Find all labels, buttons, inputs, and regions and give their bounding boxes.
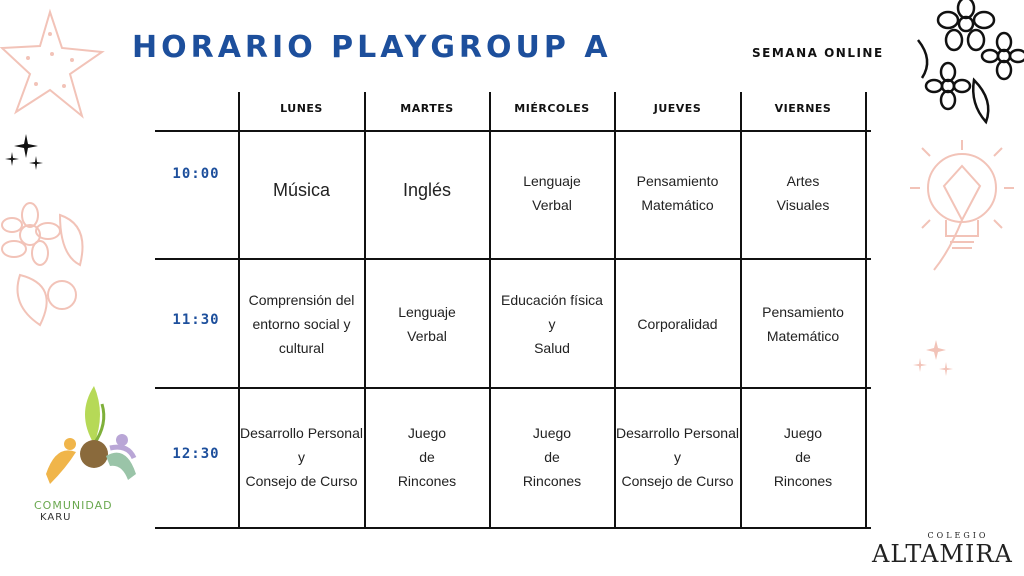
karu-logo-line2: KARU: [40, 512, 72, 523]
schedule-cell: Educación física y Salud: [501, 292, 603, 356]
schedule-cell: Comprensión del entorno social y cultural: [248, 292, 355, 356]
lightbulb-kite-decoration: [900, 130, 1024, 280]
schedule-cell: Pensamiento Matemático: [762, 304, 844, 344]
schedule-cell: Lenguaje Verbal: [398, 304, 456, 344]
time-slot: 12:30: [172, 446, 220, 462]
schedule-cell: Juego de Rincones: [773, 425, 833, 489]
day-header-jueves: JUEVES: [653, 102, 702, 115]
page-subtitle: SEMANA ONLINE: [752, 46, 884, 60]
schedule-table: [155, 92, 871, 528]
black-flowers-decoration: [914, 0, 1024, 125]
schedule-cell: Lenguaje Verbal: [523, 173, 581, 213]
day-header-martes: MARTES: [400, 102, 454, 115]
grid-line: [865, 92, 867, 528]
schedule-cell: Música: [272, 180, 330, 200]
sparkle-icon: [2, 130, 48, 176]
schedule-cell: Corporalidad: [637, 316, 718, 332]
day-header-viernes: VIERNES: [774, 102, 832, 115]
schedule-cell: Juego de Rincones: [522, 425, 582, 489]
schedule-cell: Artes Visuales: [776, 173, 830, 213]
karu-logo-line1: COMUNIDAD: [34, 499, 113, 512]
schedule-cell: Inglés: [402, 180, 452, 200]
pink-sparkle-icon: [908, 338, 958, 382]
flowers-decoration: [0, 195, 100, 335]
schedule-cell: Desarrollo Personal y Consejo de Curso: [240, 425, 363, 489]
schedule-cell: Desarrollo Personal y Consejo de Curso: [616, 425, 739, 489]
starfish-decoration: [0, 4, 110, 124]
grid-line: [155, 527, 871, 529]
schedule-cell: Pensamiento Matemático: [636, 173, 719, 213]
day-header-lunes: LUNES: [280, 102, 323, 115]
karu-logo: [36, 384, 146, 494]
page-title: HORARIO PLAYGROUP A: [132, 30, 612, 65]
day-header-miercoles: MIÉRCOLES: [514, 102, 590, 115]
time-slot: 10:00: [172, 166, 220, 182]
altamira-logo-top: COLEGIO: [927, 531, 989, 540]
schedule-cell: Juego de Rincones: [397, 425, 457, 489]
altamira-logo-main: ALTAMIRA: [872, 540, 1013, 568]
time-slot: 11:30: [172, 312, 220, 328]
